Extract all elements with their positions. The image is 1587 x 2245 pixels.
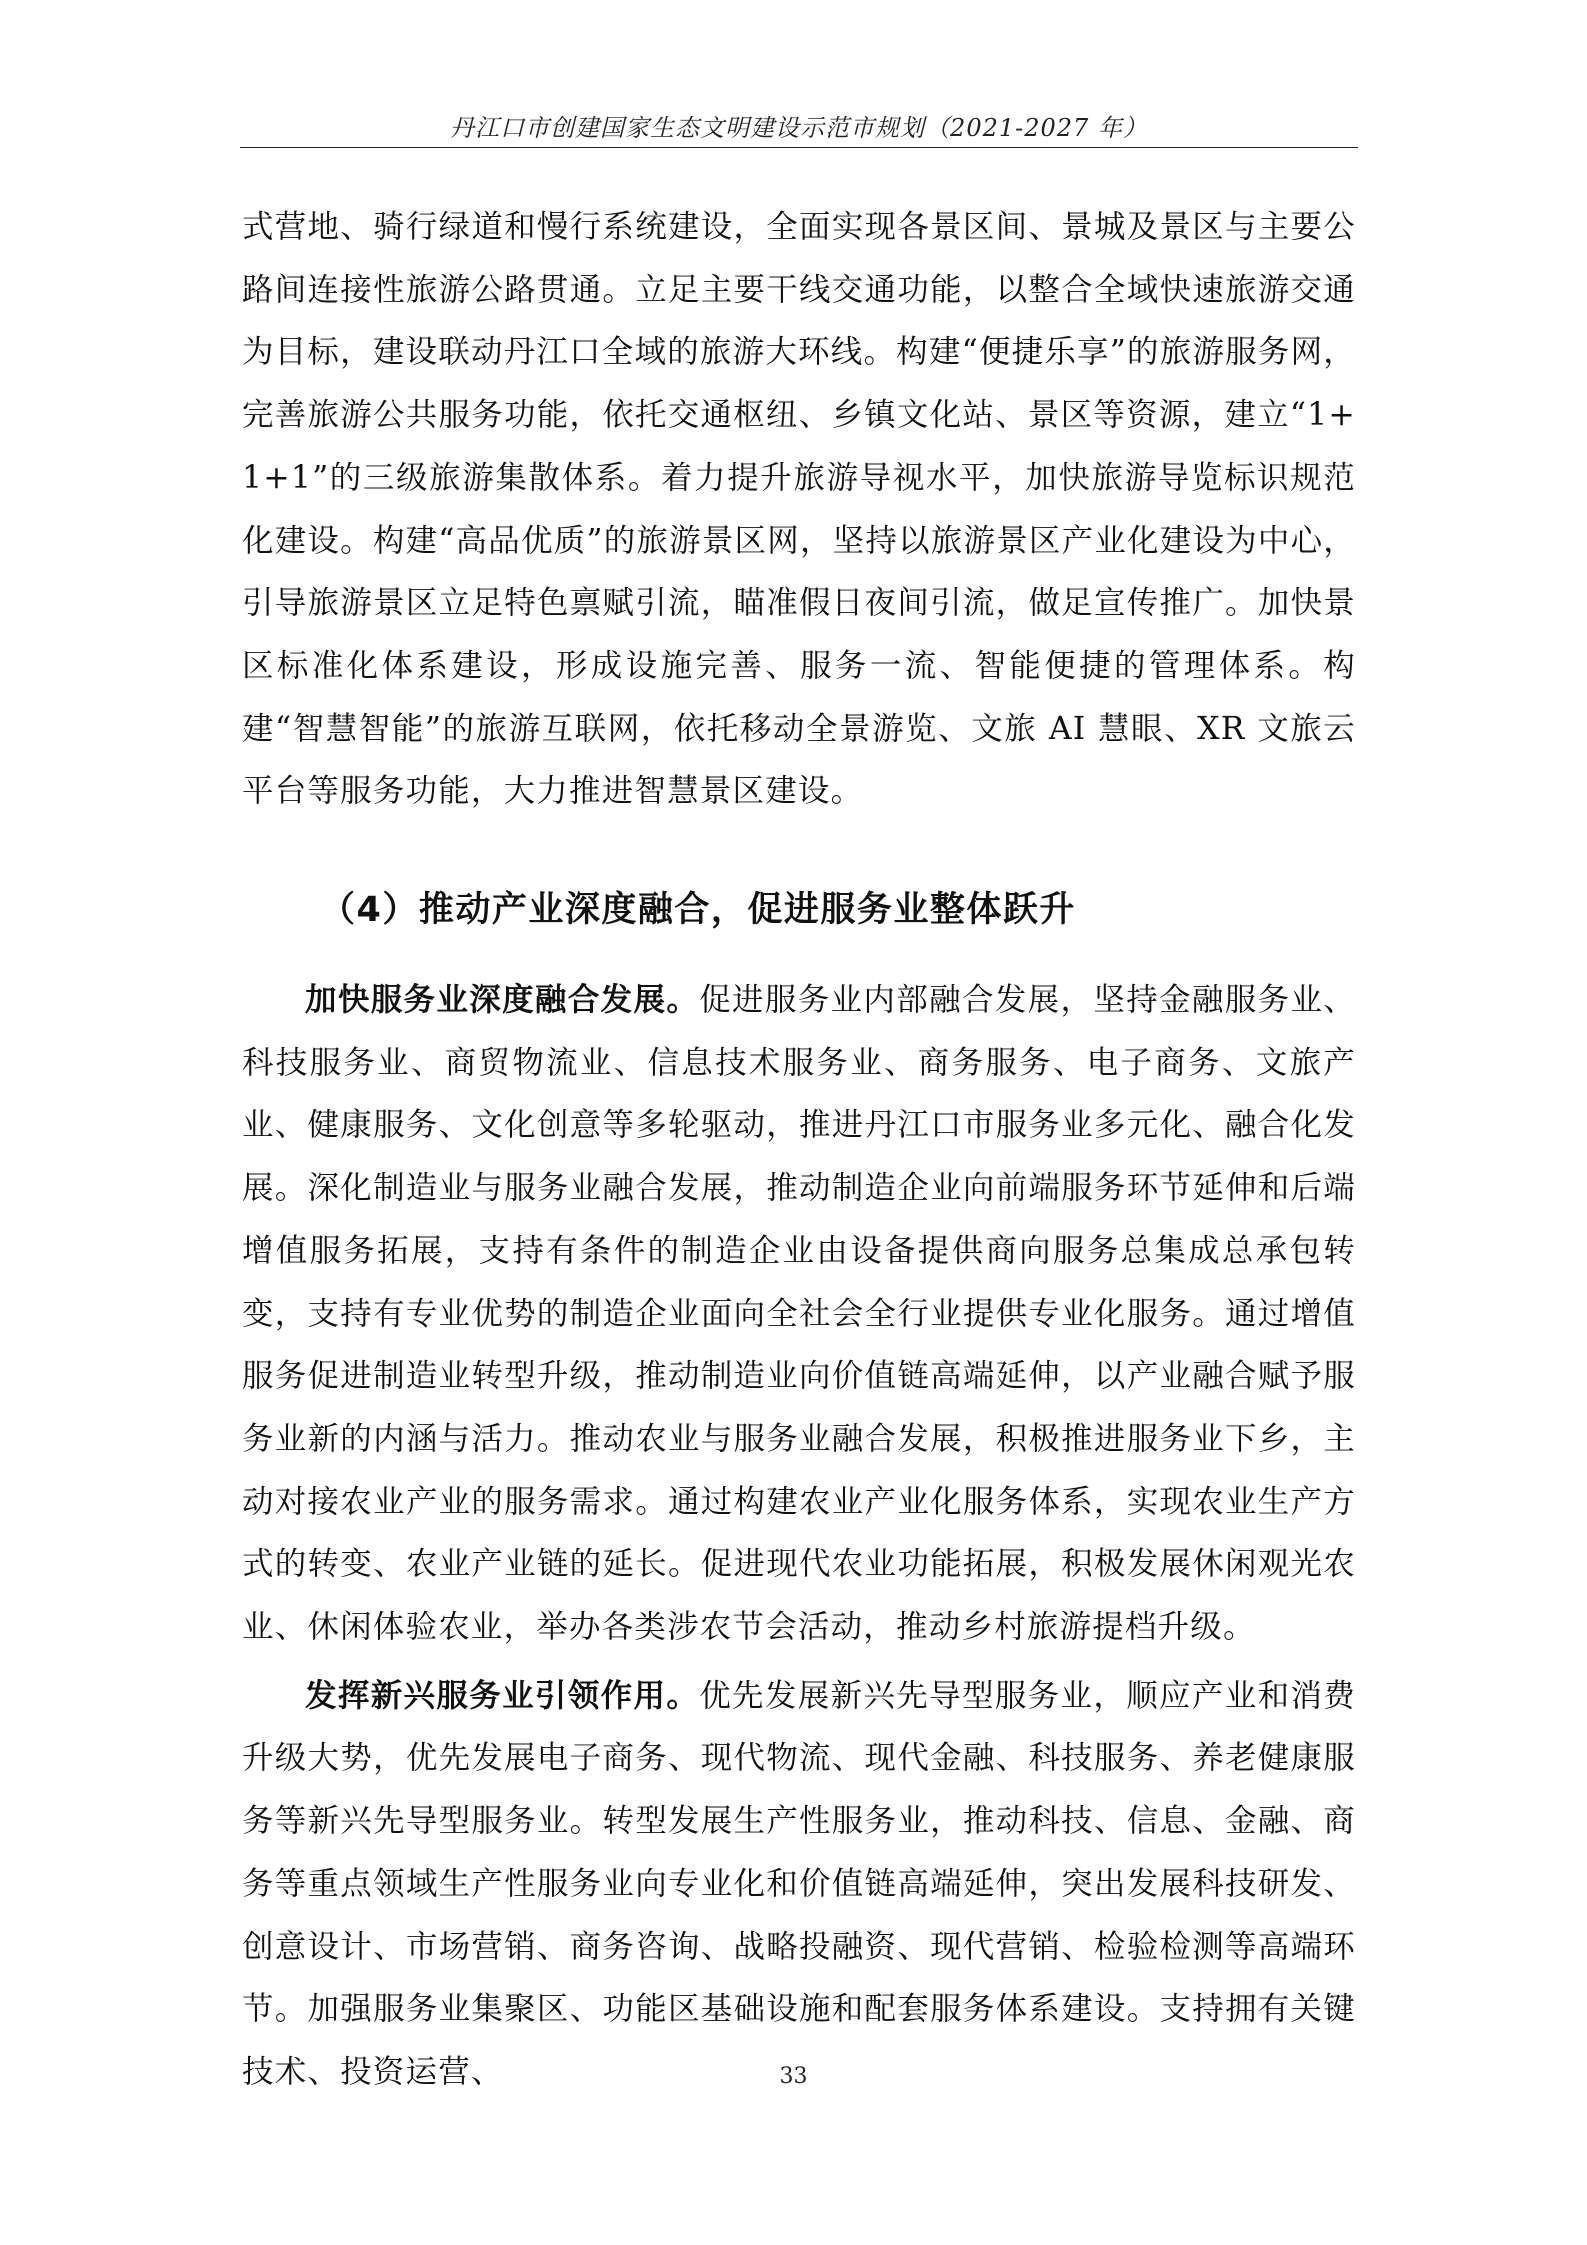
- page-content: [242, 196, 1356, 2104]
- body-paragraph: [242, 1665, 1356, 2104]
- continuation-paragraph: 式营地、骑行绿道和慢行系统建设，全面实现各景区间、景城及景区与主要公路间连接性旅游公路贯通。立足主要干线交通功能，以整合全域快速旅游交通为目标，建设联动丹江口全域的旅游大环线。构建“便捷乐享”的旅游服务网，完善旅游公共服务功能，依托交通枢纽、乡镇文化站、景区等资源，建立“1+1+1”的三级旅游集散体系。着力提升旅游导视水平，加快旅游导览标识规范化建设。构建“高品优质”的旅游景区网，坚持以旅游景区产业化建设为中心，引导旅游景区立足特色禀赋引流，瞄准假日夜间引流，做足宣传推广。加快景区标准化体系建设，形成设施完善、服务一流、智能便捷的管理体系。构建“智慧智能”的旅游互联网，依托移动全景游览、文旅 AI 慧眼、XR 文旅云平台等服务功能，大力推进智慧景区建设。: [242, 209, 1356, 810]
- paragraph-text: 优先发展新兴先导型服务业，顺应产业和消费升级大势，优先发展电子商务、现代物流、现代金融、科技服务、养老健康服务等新兴先导型服务业。转型发展生产性服务业，推动科技、信息、金融、商务等重点领域生产性服务业向专业化和价值链高端延伸，突出发展科技研发、创意设计、市场营销、商务咨询、战略投融资、现代营销、检验检测等高端环节。加强服务业集聚区、功能区基础设施和配套服务体系建设。支持拥有关键技术、投资运营、: [242, 1677, 1356, 2090]
- body-paragraph: [242, 969, 1356, 1659]
- page-number: 33: [779, 2064, 808, 2089]
- paragraph-lead-phrase: 加快服务业深度融合发展。: [305, 982, 700, 1019]
- section-heading: （4）推动产业深度融合，促进服务业整体跃升: [320, 890, 1076, 931]
- running-header-title: 丹江口市创建国家生态文明建设示范市规划（2021-2027 年）: [450, 114, 1148, 142]
- paragraph-text: 促进服务业内部融合发展，坚持金融服务业、科技服务业、商贸物流业、信息技术服务业、商务服务、电子商务、文旅产业、健康服务、文化创意等多轮驱动，推进丹江口市服务业多元化、融合化发展。深化制造业与服务业融合发展，推动制造企业向前端服务环节延伸和后端增值服务拓展，支持有条件的制造企业由设备提供商向服务总集成总承包转变，支持有专业优势的制造企业面向全社会全行业提供专业化服务。通过增值服务促进制造业转型升级，推动制造业向价值链高端延伸，以产业融合赋予服务业新的内涵与活力。推动农业与服务业融合发展，积极推进服务业下乡，主动对接农业产业的服务需求。通过构建农业产业化服务体系，实现农业生产方式的转变、农业产业链的延长。促进现代农业功能拓展，积极发展休闲观光农业、休闲体验农业，举办各类涉农节会活动，推动乡村旅游提档升级。: [242, 982, 1356, 1646]
- header-divider: [240, 147, 1358, 148]
- paragraph-lead-phrase: 发挥新兴服务业引领作用。: [305, 1677, 700, 1714]
